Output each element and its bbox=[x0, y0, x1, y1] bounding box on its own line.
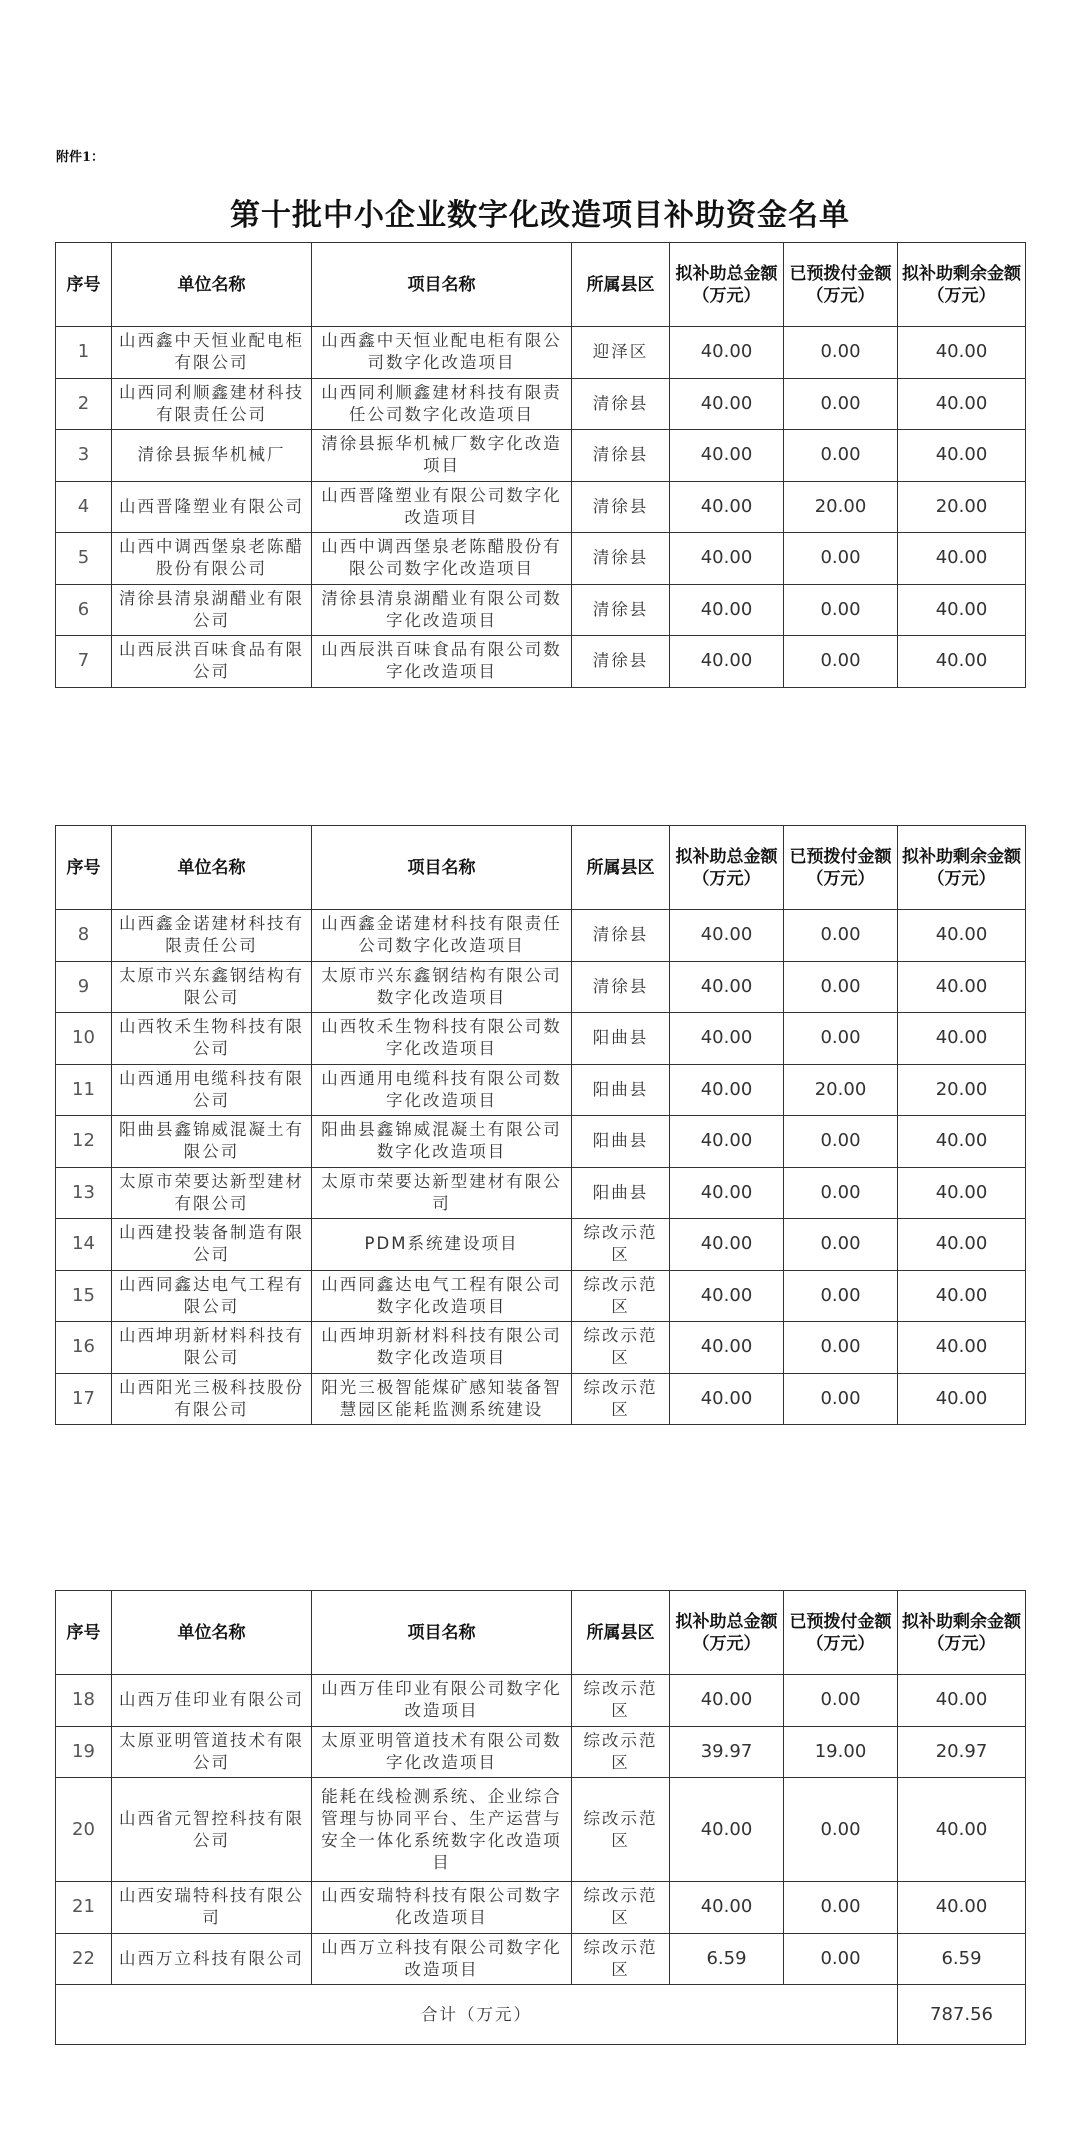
row-remaining-amount: 40.00 bbox=[898, 1270, 1026, 1322]
row-remaining-amount: 40.00 bbox=[898, 961, 1026, 1013]
row-unit-name: 清徐县清泉湖醋业有限公司 bbox=[112, 584, 312, 636]
row-total-amount: 40.00 bbox=[670, 910, 784, 962]
row-seq: 5 bbox=[56, 533, 112, 585]
row-paid-amount: 0.00 bbox=[784, 1373, 898, 1425]
row-total-amount: 40.00 bbox=[670, 1270, 784, 1322]
header-remaining-amount: 拟补助剩余金额（万元） bbox=[898, 243, 1026, 327]
table-row bbox=[56, 1270, 1026, 1322]
row-project-name: 清徐县清泉湖醋业有限公司数字化改造项目 bbox=[312, 584, 572, 636]
row-seq: 10 bbox=[56, 1013, 112, 1065]
row-paid-amount: 0.00 bbox=[784, 636, 898, 688]
row-unit-name: 山西安瑞特科技有限公司 bbox=[112, 1882, 312, 1934]
row-remaining-amount: 40.00 bbox=[898, 1116, 1026, 1168]
row-remaining-amount: 40.00 bbox=[898, 1167, 1026, 1219]
table-row bbox=[56, 1675, 1026, 1727]
row-paid-amount: 20.00 bbox=[784, 1064, 898, 1116]
row-district: 清徐县 bbox=[572, 584, 670, 636]
row-district: 综改示范区 bbox=[572, 1882, 670, 1934]
row-remaining-amount: 40.00 bbox=[898, 1778, 1026, 1882]
table-header-row bbox=[56, 826, 1026, 910]
row-seq: 6 bbox=[56, 584, 112, 636]
row-total-amount: 40.00 bbox=[670, 636, 784, 688]
row-total-amount: 39.97 bbox=[670, 1726, 784, 1778]
row-total-amount: 40.00 bbox=[670, 1778, 784, 1882]
header-paid-amount: 已预拨付金额（万元） bbox=[784, 826, 898, 910]
row-seq: 22 bbox=[56, 1933, 112, 1985]
table-row bbox=[56, 1726, 1026, 1778]
row-project-name: 山西万立科技有限公司数字化改造项目 bbox=[312, 1933, 572, 1985]
row-project-name: 山西晋隆塑业有限公司数字化改造项目 bbox=[312, 481, 572, 533]
table-row bbox=[56, 1373, 1026, 1425]
table-row bbox=[56, 1064, 1026, 1116]
table-row bbox=[56, 584, 1026, 636]
row-project-name: 山西安瑞特科技有限公司数字化改造项目 bbox=[312, 1882, 572, 1934]
row-project-name: 清徐县振华机械厂数字化改造项目 bbox=[312, 430, 572, 482]
row-unit-name: 山西晋隆塑业有限公司 bbox=[112, 481, 312, 533]
row-remaining-amount: 40.00 bbox=[898, 1882, 1026, 1934]
row-total-amount: 40.00 bbox=[670, 1675, 784, 1727]
row-project-name: 山西同鑫达电气工程有限公司数字化改造项目 bbox=[312, 1270, 572, 1322]
header-remaining-amount: 拟补助剩余金额（万元） bbox=[898, 1591, 1026, 1675]
row-remaining-amount: 40.00 bbox=[898, 636, 1026, 688]
row-total-amount: 40.00 bbox=[670, 430, 784, 482]
row-total-amount: 40.00 bbox=[670, 481, 784, 533]
table-row bbox=[56, 961, 1026, 1013]
row-seq: 14 bbox=[56, 1219, 112, 1271]
row-paid-amount: 0.00 bbox=[784, 961, 898, 1013]
row-seq: 2 bbox=[56, 378, 112, 430]
row-total-amount: 40.00 bbox=[670, 1116, 784, 1168]
row-district: 综改示范区 bbox=[572, 1270, 670, 1322]
row-paid-amount: 19.00 bbox=[784, 1726, 898, 1778]
row-unit-name: 山西鑫金诺建材科技有限责任公司 bbox=[112, 910, 312, 962]
row-unit-name: 山西万立科技有限公司 bbox=[112, 1933, 312, 1985]
row-seq: 12 bbox=[56, 1116, 112, 1168]
row-paid-amount: 0.00 bbox=[784, 1675, 898, 1727]
row-seq: 9 bbox=[56, 961, 112, 1013]
table-row bbox=[56, 481, 1026, 533]
row-paid-amount: 0.00 bbox=[784, 1322, 898, 1374]
row-project-name: 能耗在线检测系统、企业综合管理与协同平台、生产运营与安全一体化系统数字化改造项目 bbox=[312, 1778, 572, 1882]
table-row bbox=[56, 1013, 1026, 1065]
row-district: 综改示范区 bbox=[572, 1933, 670, 1985]
table-row bbox=[56, 1167, 1026, 1219]
row-paid-amount: 0.00 bbox=[784, 1167, 898, 1219]
row-paid-amount: 0.00 bbox=[784, 584, 898, 636]
row-unit-name: 山西中调西堡泉老陈醋股份有限公司 bbox=[112, 533, 312, 585]
row-seq: 19 bbox=[56, 1726, 112, 1778]
table-row bbox=[56, 1882, 1026, 1934]
row-paid-amount: 0.00 bbox=[784, 378, 898, 430]
subsidy-table-part-3 bbox=[55, 1590, 1026, 2045]
attachment-label: 附件1： bbox=[56, 150, 105, 165]
total-label: 合计（万元） bbox=[56, 1985, 898, 2045]
row-district: 综改示范区 bbox=[572, 1219, 670, 1271]
table-row bbox=[56, 1116, 1026, 1168]
row-unit-name: 山西建投装备制造有限公司 bbox=[112, 1219, 312, 1271]
row-project-name: PDM系统建设项目 bbox=[312, 1219, 572, 1271]
row-total-amount: 40.00 bbox=[670, 1373, 784, 1425]
table-row bbox=[56, 378, 1026, 430]
row-project-name: 阳光三极智能煤矿感知装备智慧园区能耗监测系统建设 bbox=[312, 1373, 572, 1425]
row-total-amount: 40.00 bbox=[670, 1322, 784, 1374]
row-remaining-amount: 40.00 bbox=[898, 1322, 1026, 1374]
row-unit-name: 太原市兴东鑫钢结构有限公司 bbox=[112, 961, 312, 1013]
row-total-amount: 40.00 bbox=[670, 1064, 784, 1116]
table-row bbox=[56, 1778, 1026, 1882]
header-seq: 序号 bbox=[56, 1591, 112, 1675]
header-total-amount: 拟补助总金额（万元） bbox=[670, 243, 784, 327]
header-project-name: 项目名称 bbox=[312, 1591, 572, 1675]
row-project-name: 山西鑫中天恒业配电柜有限公司数字化改造项目 bbox=[312, 327, 572, 379]
table-row bbox=[56, 1933, 1026, 1985]
row-remaining-amount: 20.00 bbox=[898, 1064, 1026, 1116]
row-remaining-amount: 40.00 bbox=[898, 1373, 1026, 1425]
row-project-name: 山西万佳印业有限公司数字化改造项目 bbox=[312, 1675, 572, 1727]
row-project-name: 山西坤玥新材料科技有限公司数字化改造项目 bbox=[312, 1322, 572, 1374]
row-seq: 3 bbox=[56, 430, 112, 482]
row-district: 阳曲县 bbox=[572, 1064, 670, 1116]
row-total-amount: 40.00 bbox=[670, 1219, 784, 1271]
header-unit-name: 单位名称 bbox=[112, 826, 312, 910]
table-row bbox=[56, 910, 1026, 962]
table-row bbox=[56, 430, 1026, 482]
row-unit-name: 山西牧禾生物科技有限公司 bbox=[112, 1013, 312, 1065]
row-paid-amount: 0.00 bbox=[784, 327, 898, 379]
row-total-amount: 40.00 bbox=[670, 327, 784, 379]
row-remaining-amount: 40.00 bbox=[898, 533, 1026, 585]
row-paid-amount: 0.00 bbox=[784, 1882, 898, 1934]
row-district: 综改示范区 bbox=[572, 1778, 670, 1882]
row-seq: 21 bbox=[56, 1882, 112, 1934]
table-row bbox=[56, 1219, 1026, 1271]
row-remaining-amount: 40.00 bbox=[898, 1219, 1026, 1271]
row-seq: 7 bbox=[56, 636, 112, 688]
table-header-row bbox=[56, 1591, 1026, 1675]
row-district: 综改示范区 bbox=[572, 1373, 670, 1425]
header-unit-name: 单位名称 bbox=[112, 243, 312, 327]
row-paid-amount: 0.00 bbox=[784, 1778, 898, 1882]
table-row bbox=[56, 636, 1026, 688]
table-row bbox=[56, 327, 1026, 379]
header-seq: 序号 bbox=[56, 243, 112, 327]
header-project-name: 项目名称 bbox=[312, 826, 572, 910]
row-seq: 20 bbox=[56, 1778, 112, 1882]
row-district: 综改示范区 bbox=[572, 1675, 670, 1727]
row-remaining-amount: 20.97 bbox=[898, 1726, 1026, 1778]
table-row bbox=[56, 533, 1026, 585]
row-seq: 13 bbox=[56, 1167, 112, 1219]
document-title: 第十批中小企业数字化改造项目补助资金名单 bbox=[230, 198, 850, 233]
row-seq: 8 bbox=[56, 910, 112, 962]
header-district: 所属县区 bbox=[572, 826, 670, 910]
total-row bbox=[56, 1985, 1026, 2045]
row-paid-amount: 0.00 bbox=[784, 1116, 898, 1168]
row-project-name: 太原亚明管道技术有限公司数字化改造项目 bbox=[312, 1726, 572, 1778]
row-total-amount: 40.00 bbox=[670, 378, 784, 430]
row-district: 清徐县 bbox=[572, 481, 670, 533]
header-paid-amount: 已预拨付金额（万元） bbox=[784, 1591, 898, 1675]
row-project-name: 阳曲县鑫锦威混凝土有限公司数字化改造项目 bbox=[312, 1116, 572, 1168]
row-district: 综改示范区 bbox=[572, 1726, 670, 1778]
row-seq: 18 bbox=[56, 1675, 112, 1727]
row-paid-amount: 0.00 bbox=[784, 1933, 898, 1985]
row-unit-name: 山西同利顺鑫建材科技有限责任公司 bbox=[112, 378, 312, 430]
row-total-amount: 40.00 bbox=[670, 1013, 784, 1065]
row-unit-name: 太原市荣要达新型建材有限公司 bbox=[112, 1167, 312, 1219]
row-unit-name: 山西同鑫达电气工程有限公司 bbox=[112, 1270, 312, 1322]
table-row bbox=[56, 1322, 1026, 1374]
total-value: 787.56 bbox=[898, 1985, 1026, 2045]
row-remaining-amount: 40.00 bbox=[898, 1013, 1026, 1065]
row-remaining-amount: 40.00 bbox=[898, 378, 1026, 430]
row-project-name: 太原市兴东鑫钢结构有限公司数字化改造项目 bbox=[312, 961, 572, 1013]
row-total-amount: 40.00 bbox=[670, 961, 784, 1013]
row-project-name: 山西鑫金诺建材科技有限责任公司数字化改造项目 bbox=[312, 910, 572, 962]
row-district: 综改示范区 bbox=[572, 1322, 670, 1374]
row-total-amount: 6.59 bbox=[670, 1933, 784, 1985]
row-project-name: 山西同利顺鑫建材科技有限责任公司数字化改造项目 bbox=[312, 378, 572, 430]
row-paid-amount: 0.00 bbox=[784, 533, 898, 585]
row-district: 阳曲县 bbox=[572, 1167, 670, 1219]
row-district: 迎泽区 bbox=[572, 327, 670, 379]
row-district: 阳曲县 bbox=[572, 1013, 670, 1065]
header-total-amount: 拟补助总金额（万元） bbox=[670, 826, 784, 910]
row-district: 清徐县 bbox=[572, 378, 670, 430]
row-seq: 17 bbox=[56, 1373, 112, 1425]
row-remaining-amount: 20.00 bbox=[898, 481, 1026, 533]
table-header-row bbox=[56, 243, 1026, 327]
row-seq: 11 bbox=[56, 1064, 112, 1116]
header-seq: 序号 bbox=[56, 826, 112, 910]
header-unit-name: 单位名称 bbox=[112, 1591, 312, 1675]
row-unit-name: 山西万佳印业有限公司 bbox=[112, 1675, 312, 1727]
header-district: 所属县区 bbox=[572, 243, 670, 327]
row-remaining-amount: 40.00 bbox=[898, 327, 1026, 379]
row-seq: 1 bbox=[56, 327, 112, 379]
row-unit-name: 阳曲县鑫锦威混凝土有限公司 bbox=[112, 1116, 312, 1168]
row-district: 清徐县 bbox=[572, 533, 670, 585]
row-district: 清徐县 bbox=[572, 636, 670, 688]
header-project-name: 项目名称 bbox=[312, 243, 572, 327]
row-unit-name: 山西通用电缆科技有限公司 bbox=[112, 1064, 312, 1116]
row-unit-name: 太原亚明管道技术有限公司 bbox=[112, 1726, 312, 1778]
row-project-name: 山西牧禾生物科技有限公司数字化改造项目 bbox=[312, 1013, 572, 1065]
row-seq: 16 bbox=[56, 1322, 112, 1374]
row-remaining-amount: 40.00 bbox=[898, 910, 1026, 962]
row-paid-amount: 0.00 bbox=[784, 1219, 898, 1271]
row-total-amount: 40.00 bbox=[670, 584, 784, 636]
row-district: 清徐县 bbox=[572, 910, 670, 962]
subsidy-table-part-1 bbox=[55, 242, 1026, 688]
row-remaining-amount: 40.00 bbox=[898, 1675, 1026, 1727]
row-seq: 4 bbox=[56, 481, 112, 533]
row-unit-name: 山西鑫中天恒业配电柜有限公司 bbox=[112, 327, 312, 379]
row-paid-amount: 0.00 bbox=[784, 910, 898, 962]
row-paid-amount: 0.00 bbox=[784, 430, 898, 482]
row-unit-name: 山西省元智控科技有限公司 bbox=[112, 1778, 312, 1882]
subsidy-table-part-2 bbox=[55, 825, 1026, 1425]
row-seq: 15 bbox=[56, 1270, 112, 1322]
row-remaining-amount: 6.59 bbox=[898, 1933, 1026, 1985]
row-paid-amount: 0.00 bbox=[784, 1013, 898, 1065]
header-total-amount: 拟补助总金额（万元） bbox=[670, 1591, 784, 1675]
row-project-name: 太原市荣要达新型建材有限公司 bbox=[312, 1167, 572, 1219]
row-project-name: 山西中调西堡泉老陈醋股份有限公司数字化改造项目 bbox=[312, 533, 572, 585]
row-district: 清徐县 bbox=[572, 961, 670, 1013]
row-unit-name: 山西阳光三极科技股份有限公司 bbox=[112, 1373, 312, 1425]
row-total-amount: 40.00 bbox=[670, 1882, 784, 1934]
row-project-name: 山西辰洪百味食品有限公司数字化改造项目 bbox=[312, 636, 572, 688]
header-remaining-amount: 拟补助剩余金额（万元） bbox=[898, 826, 1026, 910]
row-unit-name: 山西坤玥新材料科技有限公司 bbox=[112, 1322, 312, 1374]
row-unit-name: 清徐县振华机械厂 bbox=[112, 430, 312, 482]
row-total-amount: 40.00 bbox=[670, 533, 784, 585]
row-project-name: 山西通用电缆科技有限公司数字化改造项目 bbox=[312, 1064, 572, 1116]
row-unit-name: 山西辰洪百味食品有限公司 bbox=[112, 636, 312, 688]
row-district: 清徐县 bbox=[572, 430, 670, 482]
row-remaining-amount: 40.00 bbox=[898, 430, 1026, 482]
row-total-amount: 40.00 bbox=[670, 1167, 784, 1219]
row-paid-amount: 20.00 bbox=[784, 481, 898, 533]
row-remaining-amount: 40.00 bbox=[898, 584, 1026, 636]
header-paid-amount: 已预拨付金额（万元） bbox=[784, 243, 898, 327]
row-paid-amount: 0.00 bbox=[784, 1270, 898, 1322]
row-district: 阳曲县 bbox=[572, 1116, 670, 1168]
header-district: 所属县区 bbox=[572, 1591, 670, 1675]
